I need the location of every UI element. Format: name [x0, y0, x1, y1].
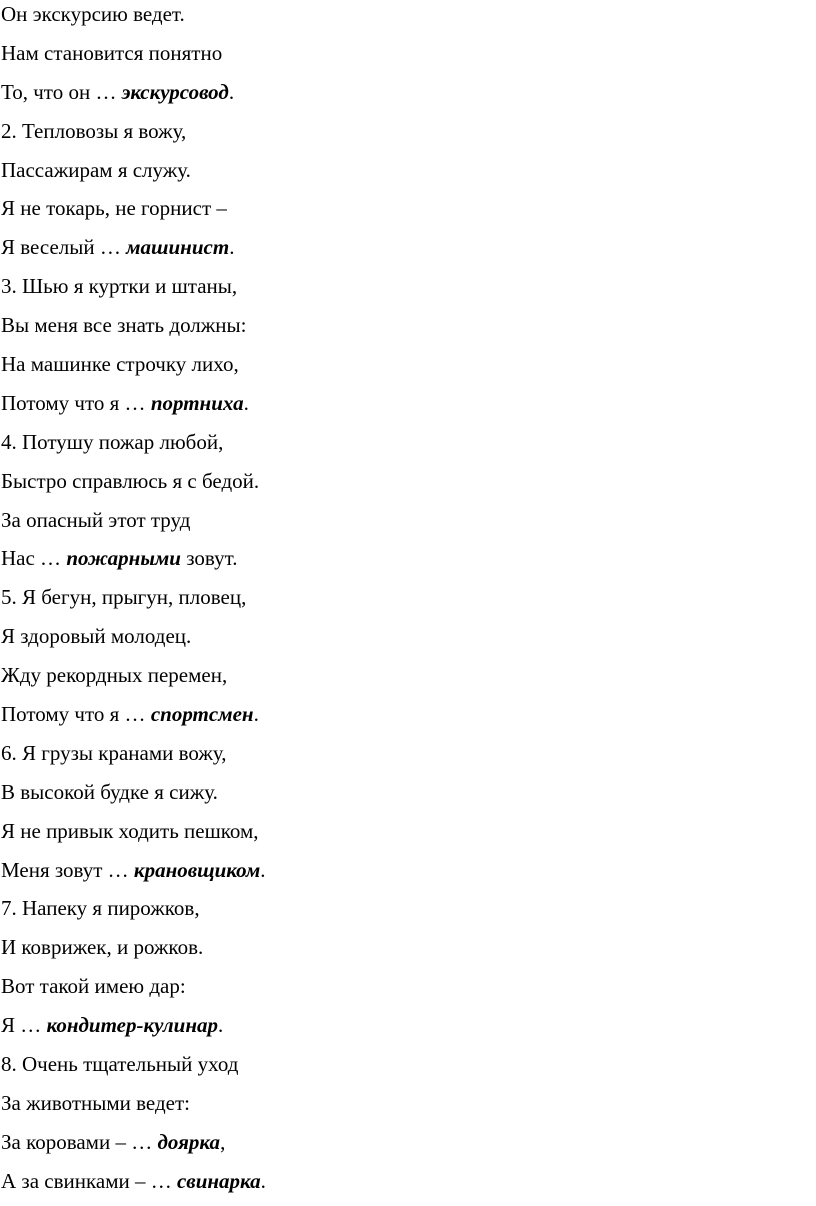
line-text: В высокой будке я сижу. [1, 779, 218, 804]
line-text: Потому что я … [1, 702, 151, 727]
line-text: То, что он … [1, 79, 122, 104]
answer-word: машинист [126, 235, 230, 260]
poem-line [1, 778, 811, 817]
answer-word: портниха [150, 390, 244, 415]
line-text: За коровами – … [1, 1129, 158, 1154]
line-text: Я не токарь, не горнист – [1, 196, 227, 221]
poem-line [1, 1167, 811, 1206]
line-tail: . [260, 1168, 266, 1193]
poem-line [1, 272, 811, 311]
line-text: Жду рекордных перемен, [1, 663, 228, 688]
poem-line [1, 389, 811, 428]
line-text: Он экскурсию ведет. [1, 2, 185, 26]
poem-line [1, 583, 811, 622]
poem-line [1, 1128, 811, 1167]
answer-word: пожарными [66, 546, 181, 571]
poem-line [1, 1050, 811, 1089]
poem-line [1, 0, 811, 39]
poem-line [1, 1011, 811, 1050]
poem-line [1, 661, 811, 700]
line-tail: . [229, 235, 235, 260]
line-tail: . [260, 857, 266, 882]
line-text: Вы меня все знать должны: [1, 313, 247, 338]
line-text: За опасный этот труд [1, 507, 191, 532]
line-text: Я веселый … [1, 235, 127, 260]
poem-line [1, 894, 811, 933]
line-tail: . [253, 702, 259, 727]
line-tail: зовут. [180, 546, 238, 571]
poem-line [1, 467, 811, 506]
answer-word: крановщиком [133, 857, 261, 882]
line-tail: . [243, 390, 249, 415]
line-text: Пассажирам я служу. [1, 157, 191, 182]
poem-line [1, 622, 811, 661]
line-text: 6. Я грузы кранами вожу, [1, 740, 227, 765]
poem-line [1, 933, 811, 972]
line-tail: . [228, 79, 235, 104]
poem-line [1, 428, 811, 467]
poem-line [1, 311, 811, 350]
line-text: Я … [1, 1013, 47, 1038]
answer-word: свинарка [176, 1168, 261, 1193]
line-text: 3. Шью я куртки и штаны, [1, 274, 238, 299]
line-tail: , [220, 1129, 226, 1154]
line-text: И коврижек, и рожков. [1, 935, 204, 960]
poem-line [1, 78, 811, 117]
line-text: За животными ведет: [1, 1090, 190, 1115]
line-tail: . [218, 1013, 224, 1038]
line-text: Потому что я … [1, 390, 151, 415]
answer-word: доярка [157, 1129, 221, 1154]
poem-line [1, 194, 811, 233]
line-text: Я не привык ходить пешком, [1, 818, 259, 843]
poem-line [1, 544, 811, 583]
poem-line [1, 117, 811, 156]
poem-line [1, 350, 811, 389]
poem-line [1, 39, 811, 78]
line-text: А за свинками – … [1, 1168, 177, 1193]
line-text: Вот такой имею дар: [1, 974, 186, 999]
line-text: Я здоровый молодец. [1, 624, 192, 649]
answer-word: экскурсовод [121, 79, 229, 104]
line-text: Меня зовут … [1, 857, 134, 882]
poem-line [1, 506, 811, 545]
poem-line [1, 972, 811, 1011]
poem-line [1, 233, 811, 272]
line-text: 7. Напеку я пирожков, [1, 896, 200, 921]
line-text: 4. Потушу пожар любой, [1, 429, 224, 454]
poem-line [1, 739, 811, 778]
line-text: Нам становится понятно [1, 40, 223, 65]
line-text: 5. Я бегун, прыгун, пловец, [1, 585, 247, 610]
poem-line [1, 856, 811, 895]
line-text: На машинке строчку лихо, [1, 352, 239, 377]
answer-word: спортсмен [150, 702, 254, 727]
answer-word: кондитер-кулинар [46, 1013, 219, 1038]
line-text: 2. Тепловозы я вожу, [1, 118, 187, 143]
line-text: 8. Очень тщательный уход [1, 1052, 239, 1077]
poem-line [1, 817, 811, 856]
line-text: Нас … [1, 546, 67, 571]
poem-line [1, 700, 811, 739]
line-text: Быстро справлюсь я с бедой. [1, 468, 260, 493]
poem-line [1, 156, 811, 195]
riddle-poem-document [1, 0, 811, 1206]
poem-line [1, 1089, 811, 1128]
